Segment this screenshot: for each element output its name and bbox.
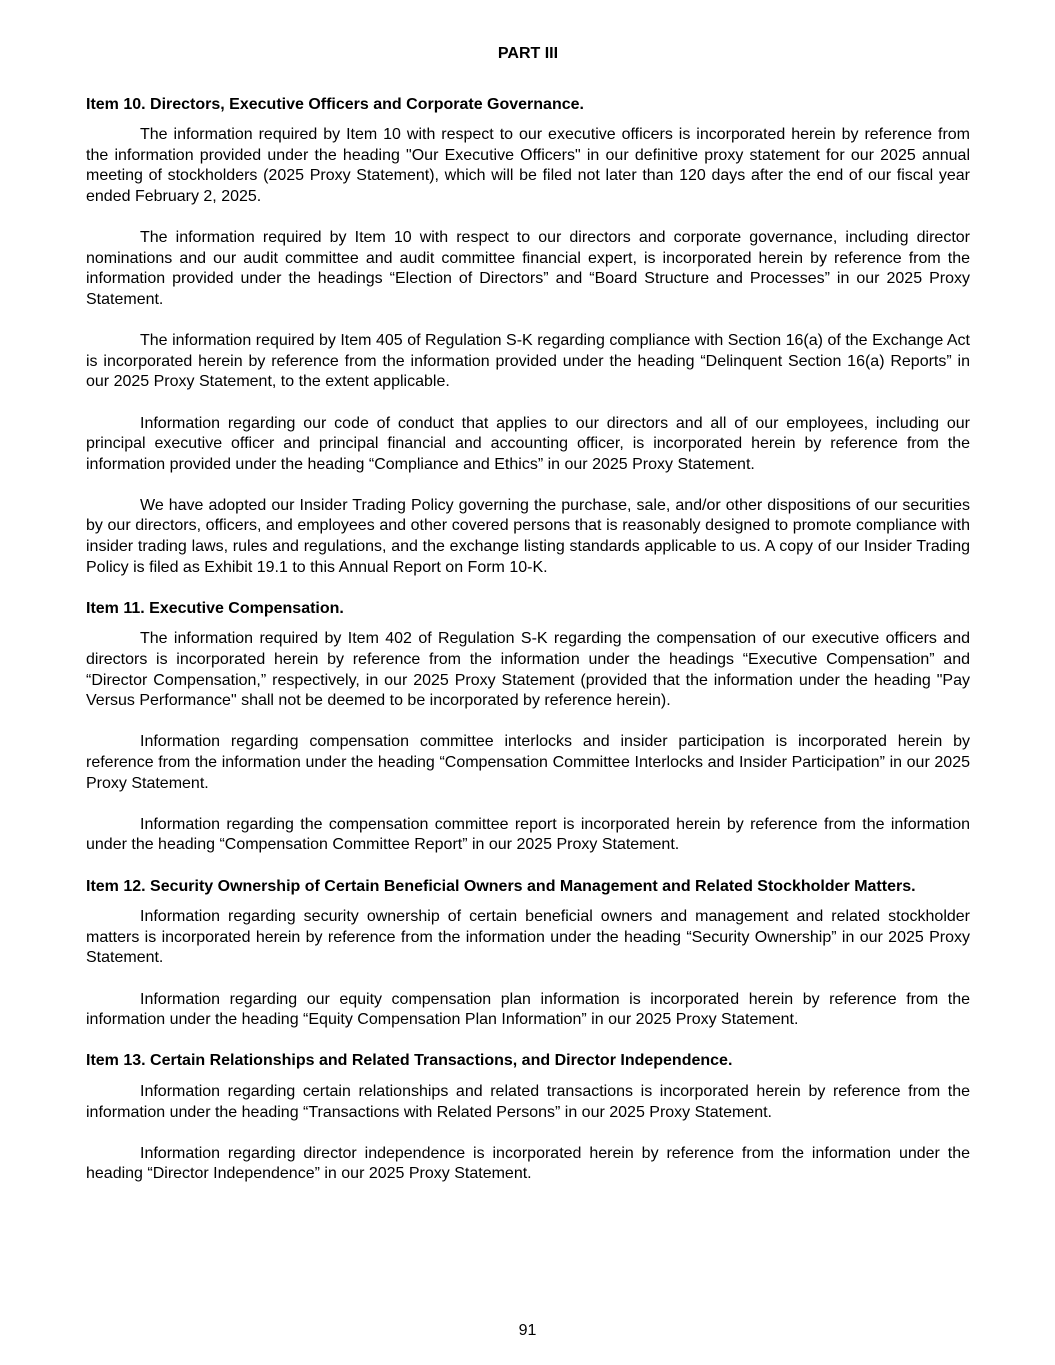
paragraph: The information required by Item 405 of Regulation S-K regarding compliance with Section 16(a) of the Exchange Act is incorporated herein by reference from the information provided under the heading “Delinquent Section 16(a) Reports” in our 2025 Proxy Statement, to the extent applicable. — [86, 332, 970, 391]
section-item-10 — [86, 95, 970, 579]
section-heading: Item 13. Certain Relationships and Related Transactions, and Director Independence. — [86, 1052, 733, 1070]
paragraph: The information required by Item 10 with respect to our directors and corporate governance, including director nominations and our audit committee and audit committee financial expert, is incorporated herein by reference from the information provided under the headings “Election of Directors” and “Board Structure and Processes” in our 2025 Proxy Statement. — [86, 229, 970, 308]
document-page — [86, 44, 970, 1205]
paragraph: The information required by Item 402 of Regulation S-K regarding the compensation of our executive officers and directors is incorporated herein by reference from the information under the headings “Executive Compensation” and “Director Compensation,” respectively, in our 2025 Proxy Statement (provided that the information under the heading "Pay Versus Performance" shall not be deemed to be incorporated by reference herein). — [86, 630, 970, 710]
paragraph: We have adopted our Insider Trading Policy governing the purchase, sale, and/or other dispositions of our securities by our directors, officers, and employees and other covered persons that is reasonably designed to promote compliance with insider trading laws, rules and regulations, and the exchange listing standards applicable to us. A copy of our Insider Trading Policy is filed as Exhibit 19.1 to this Annual Report on Form 10-K. — [86, 496, 970, 576]
paragraph: The information required by Item 10 with respect to our executive officers is incorporated herein by reference from the information provided under the heading "Our Executive Officers" in our definitive proxy statement for our 2025 annual meeting of stockholders (2025 Proxy Statement), which will be filed not later than 120 days after the end of our fiscal year ended February 2, 2025. — [86, 126, 970, 205]
paragraph: Information regarding director independence is incorporated herein by reference from the information under the heading “Director Independence” in our 2025 Proxy Statement. — [86, 1144, 970, 1183]
page-number: 91 — [518, 1322, 537, 1339]
section-heading: Item 10. Directors, Executive Officers and Corporate Governance. — [86, 95, 584, 113]
section-item-13 — [86, 1051, 970, 1185]
paragraph: Information regarding our code of conduct that applies to our directors and all of our employees, including our principal executive officer and principal financial and accounting officer, is incorporated herein by reference from the information provided under the heading “Compliance and Ethics” in our 2025 Proxy Statement. — [86, 414, 970, 473]
paragraph: Information regarding compensation committee interlocks and insider participation is incorporated herein by reference from the information under the heading “Compensation Committee Interlocks and Insider Participation” in our 2025 Proxy Statement. — [86, 733, 970, 792]
section-item-12 — [86, 877, 970, 1031]
paragraph: Information regarding certain relationships and related transactions is incorporated herein by reference from the information under the heading “Transactions with Related Persons” in our 2025 Proxy Statement. — [86, 1082, 970, 1121]
section-heading: Item 12. Security Ownership of Certain Beneficial Owners and Management and Related Stockholder Matters. — [86, 877, 916, 895]
section-item-11 — [86, 599, 970, 856]
paragraph: Information regarding security ownership of certain beneficial owners and management and related stockholder matters is incorporated herein by reference from the information under the heading “Security Ownership” in our 2025 Proxy Statement. — [86, 908, 970, 967]
paragraph: Information regarding our equity compensation plan information is incorporated herein by reference from the information under the heading “Equity Compensation Plan Information” in our 2025 Proxy Statement. — [86, 990, 970, 1029]
paragraph: Information regarding the compensation committee report is incorporated herein by reference from the information under the heading “Compensation Committee Report” in our 2025 Proxy Statement. — [86, 815, 970, 854]
section-heading: Item 11. Executive Compensation. — [86, 599, 344, 617]
part-title: PART III — [497, 45, 559, 62]
